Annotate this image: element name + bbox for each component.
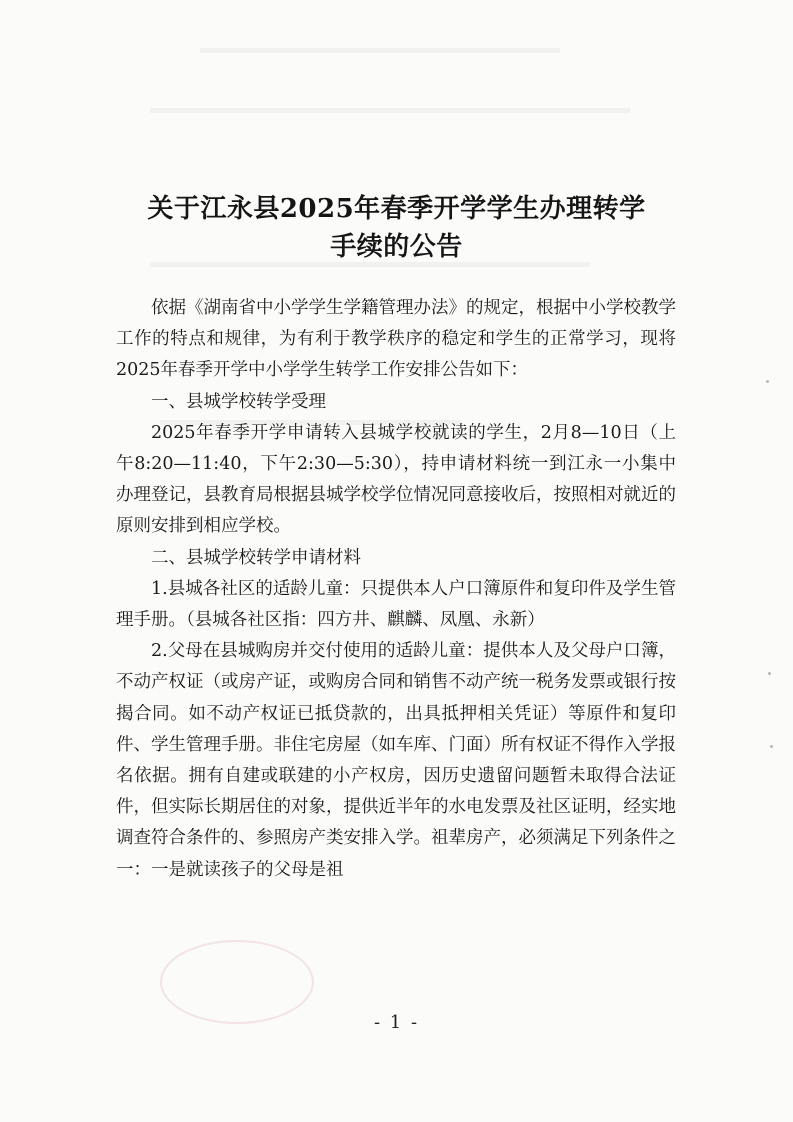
title-line-2: 手续的公告: [330, 232, 463, 262]
section-heading-1: 一、县城学校转学受理: [151, 391, 326, 412]
scan-speck: [766, 380, 769, 383]
item-2-paragraph: 2.父母在县城购房并交付使用的适龄儿童：提供本人及父母户口簿，不动产权证（或房产证，或购房合同和销售不动产统一税务发票或银行按揭合同。如不动产权证已抵贷款的，出具抵押相关凭证）等原件和复印件、学生管理手册。非住宅房屋（如车库、门面）所有权证不得作入学报名依据。拥有自建或联建的小产权房，因历史遗留问题暂未取得合法证件，但实际长期居住的对象，提供近半年的水电发票及社区证明，经实地调查符合条件的、参照房产类安排入学。祖辈房产，必须满足下列条件之一：一是就读孩子的父母是祖: [116, 641, 676, 880]
show-through-line: [200, 48, 560, 53]
show-through-line: [150, 108, 630, 113]
section-1-paragraph: 2025年春季开学申请转入县城学校就读的学生，2月8—10日（上午8:20—11:40，下午2:30—5:30），持申请材料统一到江永一小集中办理登记，县教育局根据县城学校学位情况同意接收后，按照相对就近的原则安排到相应学校。: [116, 422, 676, 537]
title-line-1: 关于江永县2025年春季开学学生办理转学: [147, 194, 646, 224]
scan-speck: [768, 672, 771, 675]
page-number: - 1 -: [373, 1012, 420, 1033]
item-1-paragraph: 1.县城各社区的适龄儿童：只提供本人户口簿原件和复印件及学生管理手册。（县城各社区指：四方井、麒麟、凤凰、永新）: [116, 578, 676, 631]
announcement-body: [116, 293, 676, 886]
scan-speck: [770, 745, 773, 748]
announcement-title: [100, 190, 693, 266]
section-heading-2: 二、县城学校转学申请材料: [151, 547, 361, 568]
intro-paragraph: 依据《湖南省中小学学生学籍管理办法》的规定，根据中小学校教学工作的特点和规律，为有利于教学秩序的稳定和学生的正常学习，现将2025年春季开学中小学学生转学工作安排公告如下：: [116, 298, 676, 381]
